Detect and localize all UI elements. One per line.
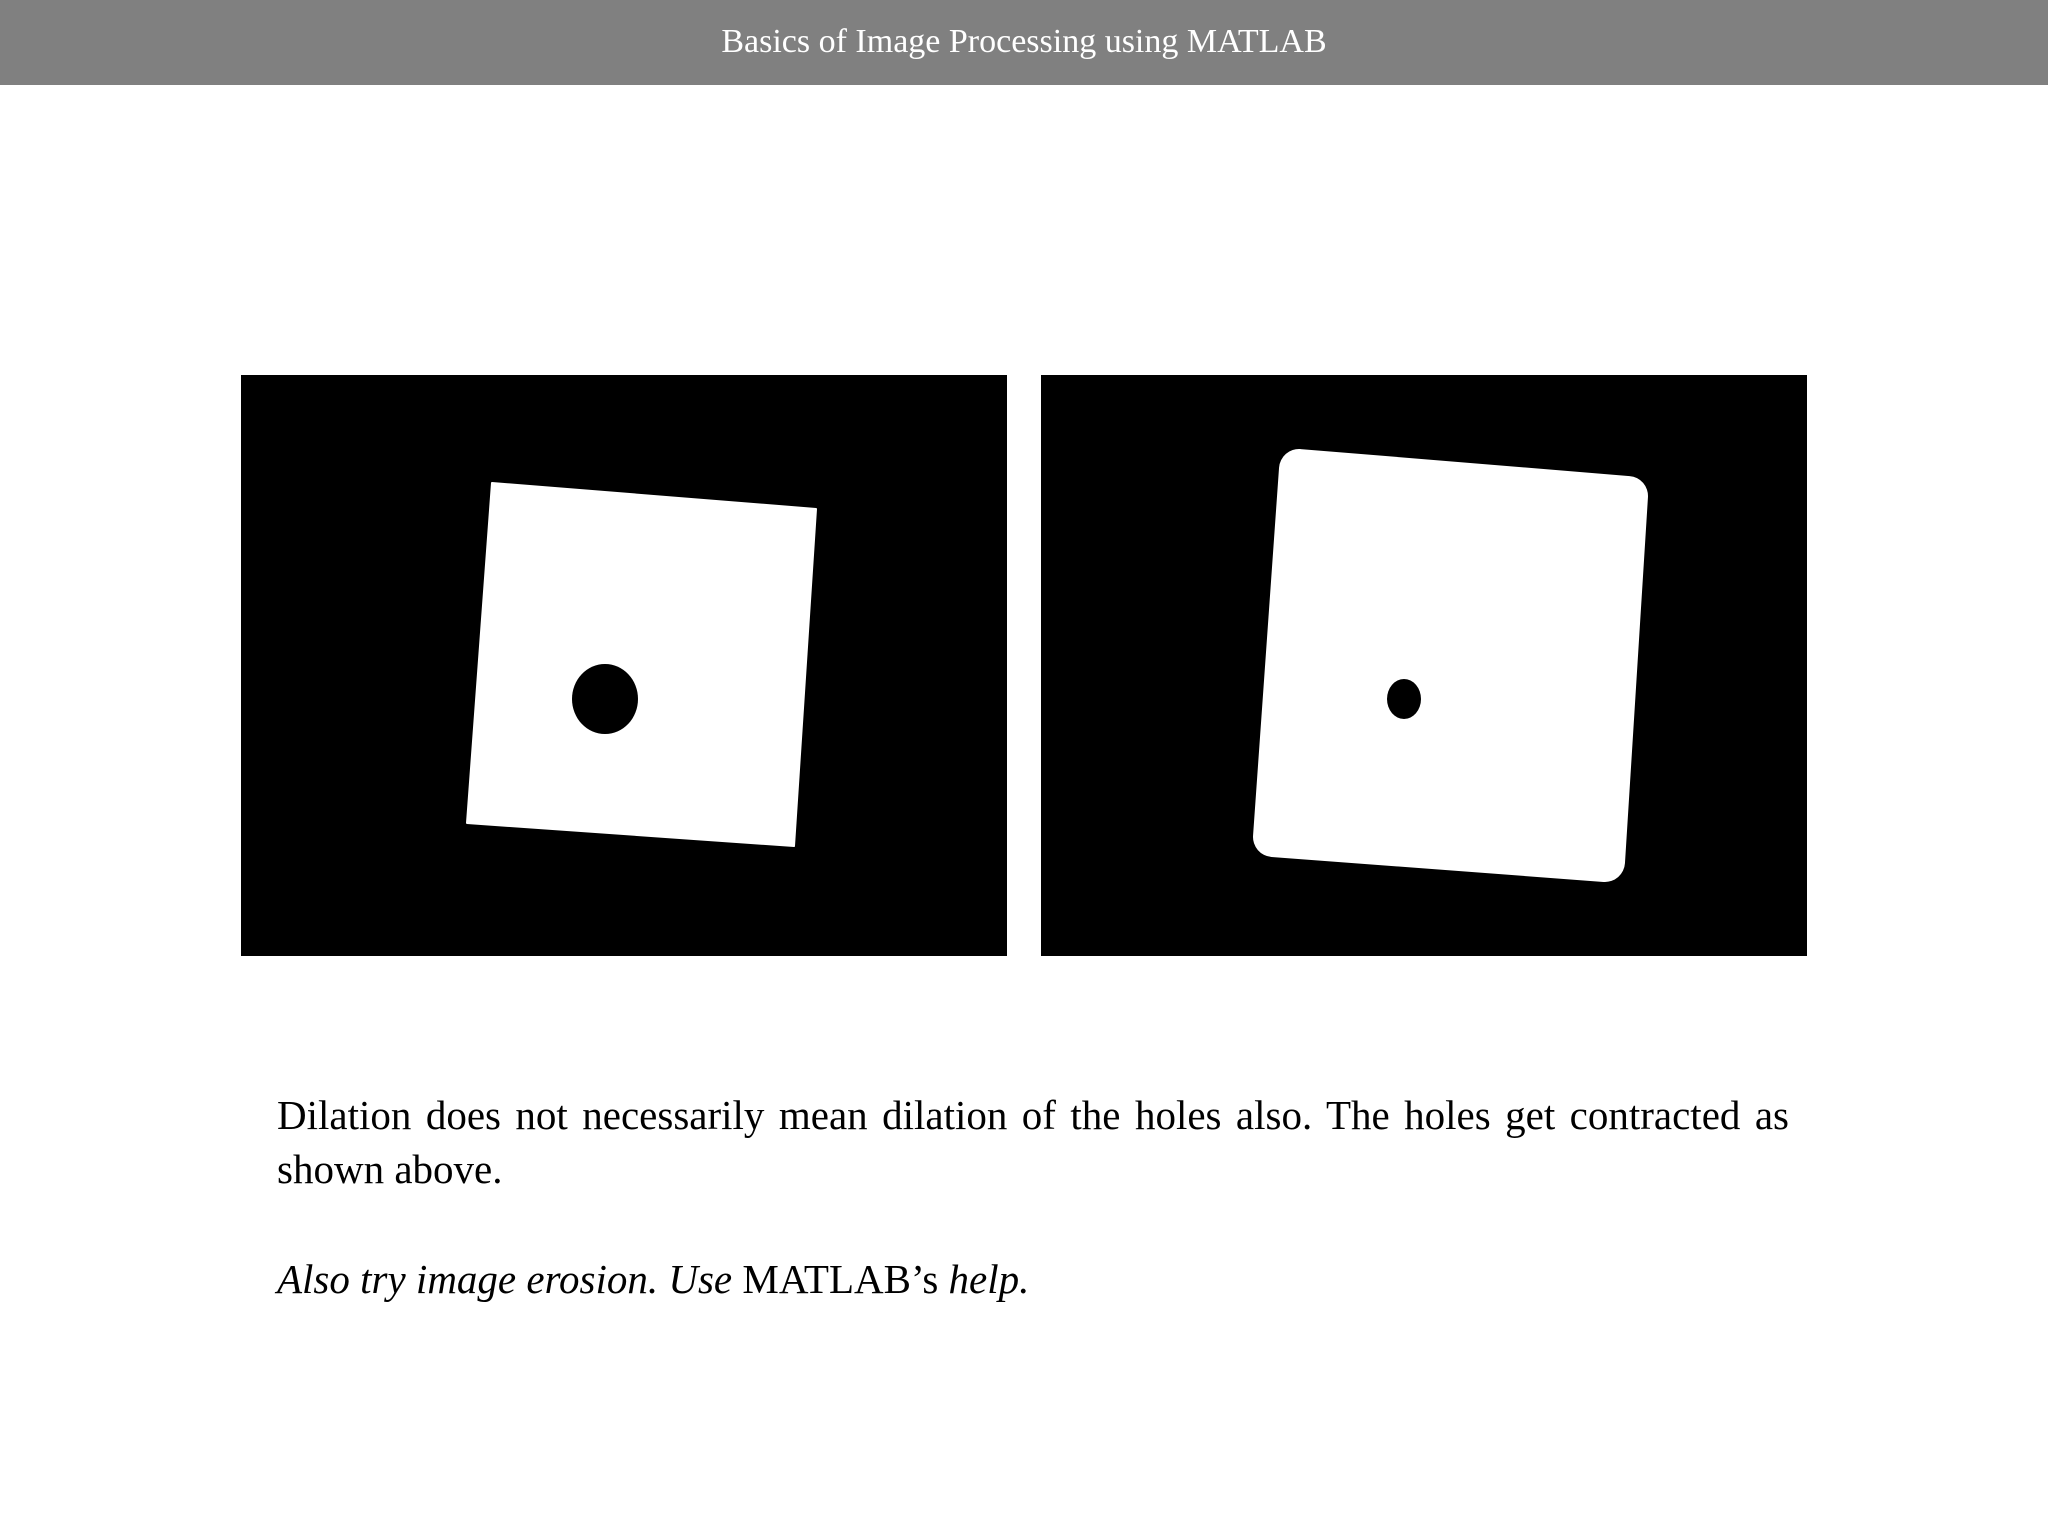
dilated-image [1041,375,1807,956]
square-object [467,483,816,846]
erosion-note [277,1252,1789,1306]
original-image-figure [241,375,1007,956]
note-italic-end: help. [948,1256,1030,1302]
square-object [1273,469,1628,862]
header-bar [0,0,2048,85]
original-image [241,375,1007,956]
note-matlab: MATLAB’s [732,1256,949,1302]
note-italic-start: Also try image erosion. Use [277,1256,733,1302]
explanation-paragraph: Dilation does not necessarily mean dilation of the holes also. The holes get contracted as shown above. [277,1092,1789,1192]
header-title: Basics of Image Processing using MATLAB [721,22,1327,60]
hole [1387,679,1421,719]
dilated-image-figure [1041,375,1807,956]
hole [572,664,638,734]
